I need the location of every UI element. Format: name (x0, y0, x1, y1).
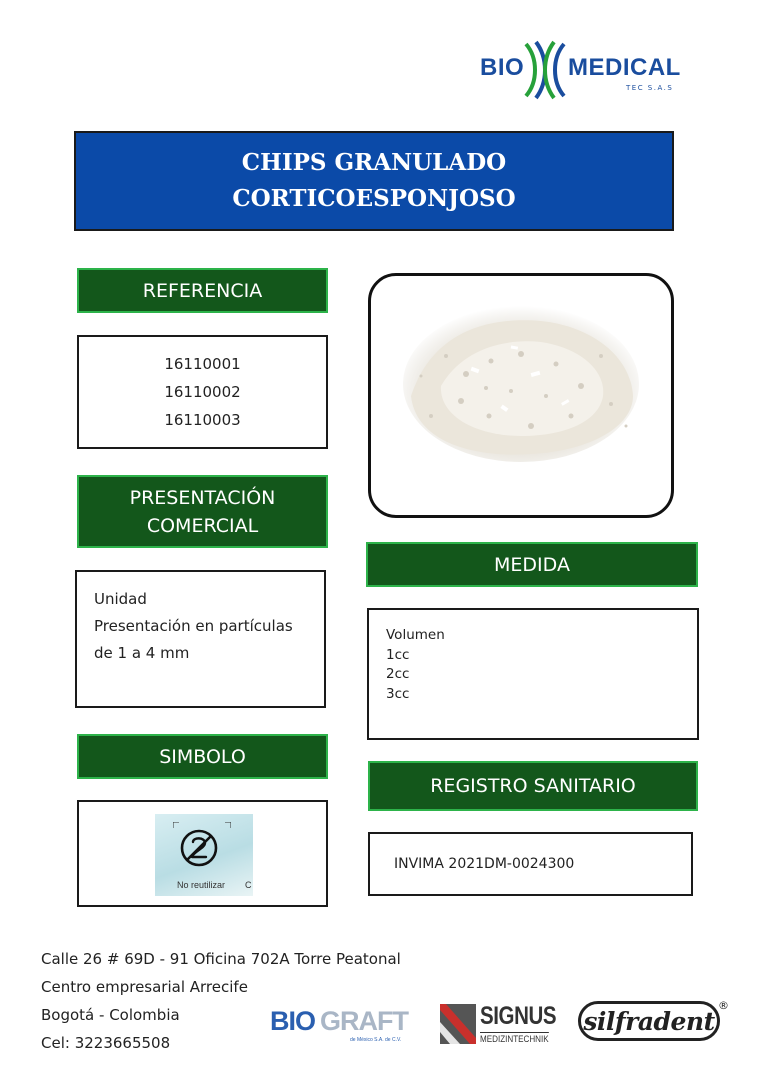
referencia-box (77, 335, 328, 449)
registro-value: INVIMA 2021DM-0024300 (394, 856, 575, 872)
simbolo-box (77, 800, 328, 907)
presentacion-line: Unidad (94, 590, 147, 608)
address-line: Calle 26 # 69D - 91 Oficina 702A Torre Peatonal (41, 950, 401, 968)
medida-line: 2cc (386, 666, 410, 682)
biograft-text-b: GRAFT (320, 1006, 408, 1036)
silfradent-name: silfradent (583, 1006, 715, 1036)
product-photo (368, 273, 674, 518)
address-line: Bogotá - Colombia (41, 1006, 180, 1024)
do-not-reuse-icon (179, 828, 219, 868)
signus-sub: MEDIZINTECHNIK (480, 1034, 549, 1045)
biograft-sub: de México S.A. de C.V. (350, 1037, 402, 1043)
signus-name: SIGNUS (480, 1002, 557, 1030)
medida-label: MEDIDA (494, 553, 570, 576)
medida-line: 1cc (386, 646, 410, 663)
silfradent-pill (578, 1001, 720, 1041)
logo-text-medical: MEDICAL (568, 54, 681, 81)
symbol-caption-cut: C (245, 880, 252, 890)
biomedical-logo (480, 40, 680, 100)
presentacion-header (77, 475, 328, 548)
reference-code: 16110001 (164, 355, 241, 373)
phone-line: Cel: 3223665508 (41, 1034, 171, 1052)
biograft-logo (270, 1000, 415, 1045)
helix-icon (520, 40, 570, 100)
simbolo-label: SIMBOLO (159, 745, 246, 768)
registro-box (368, 832, 693, 896)
registro-header (368, 761, 698, 811)
presentacion-line: Presentación en partículas (94, 617, 293, 635)
presentacion-line: de 1 a 4 mm (94, 644, 190, 662)
reference-code: 16110002 (164, 383, 241, 401)
product-title-line1: CHIPS GRANULADO (241, 149, 507, 176)
signus-mark-icon (440, 1004, 476, 1044)
medida-line: Volumen (386, 627, 445, 643)
registered-mark: ® (718, 999, 729, 1012)
presentacion-box (75, 570, 326, 708)
presentacion-label-line1: PRESENTACIÓN (129, 486, 276, 509)
medida-line: 3cc (386, 685, 410, 702)
symbol-photo (155, 814, 253, 896)
reference-code: 16110003 (164, 411, 241, 429)
logo-subtitle: TEC S.A.S (626, 84, 674, 92)
corner-mark-icon (173, 822, 179, 828)
medida-header (366, 542, 698, 587)
signus-logo (440, 1002, 557, 1048)
simbolo-header (77, 734, 328, 779)
address-line: Centro empresarial Arrecife (41, 978, 248, 996)
product-title-line2: CORTICOESPONJOSO (232, 185, 516, 212)
logo-text-bio: BIO (480, 54, 525, 81)
corner-mark-icon (225, 822, 231, 828)
symbol-caption: No reutilizar (177, 880, 226, 890)
medida-box (367, 608, 699, 740)
presentacion-label-line2: COMERCIAL (146, 514, 259, 537)
silfradent-logo (578, 999, 728, 1043)
referencia-header (77, 268, 328, 313)
granules-image (371, 276, 671, 515)
registro-label: REGISTRO SANITARIO (430, 775, 636, 797)
referencia-label: REFERENCIA (142, 279, 263, 302)
product-title-box (74, 131, 674, 231)
biograft-text-a: BIO (270, 1006, 316, 1036)
